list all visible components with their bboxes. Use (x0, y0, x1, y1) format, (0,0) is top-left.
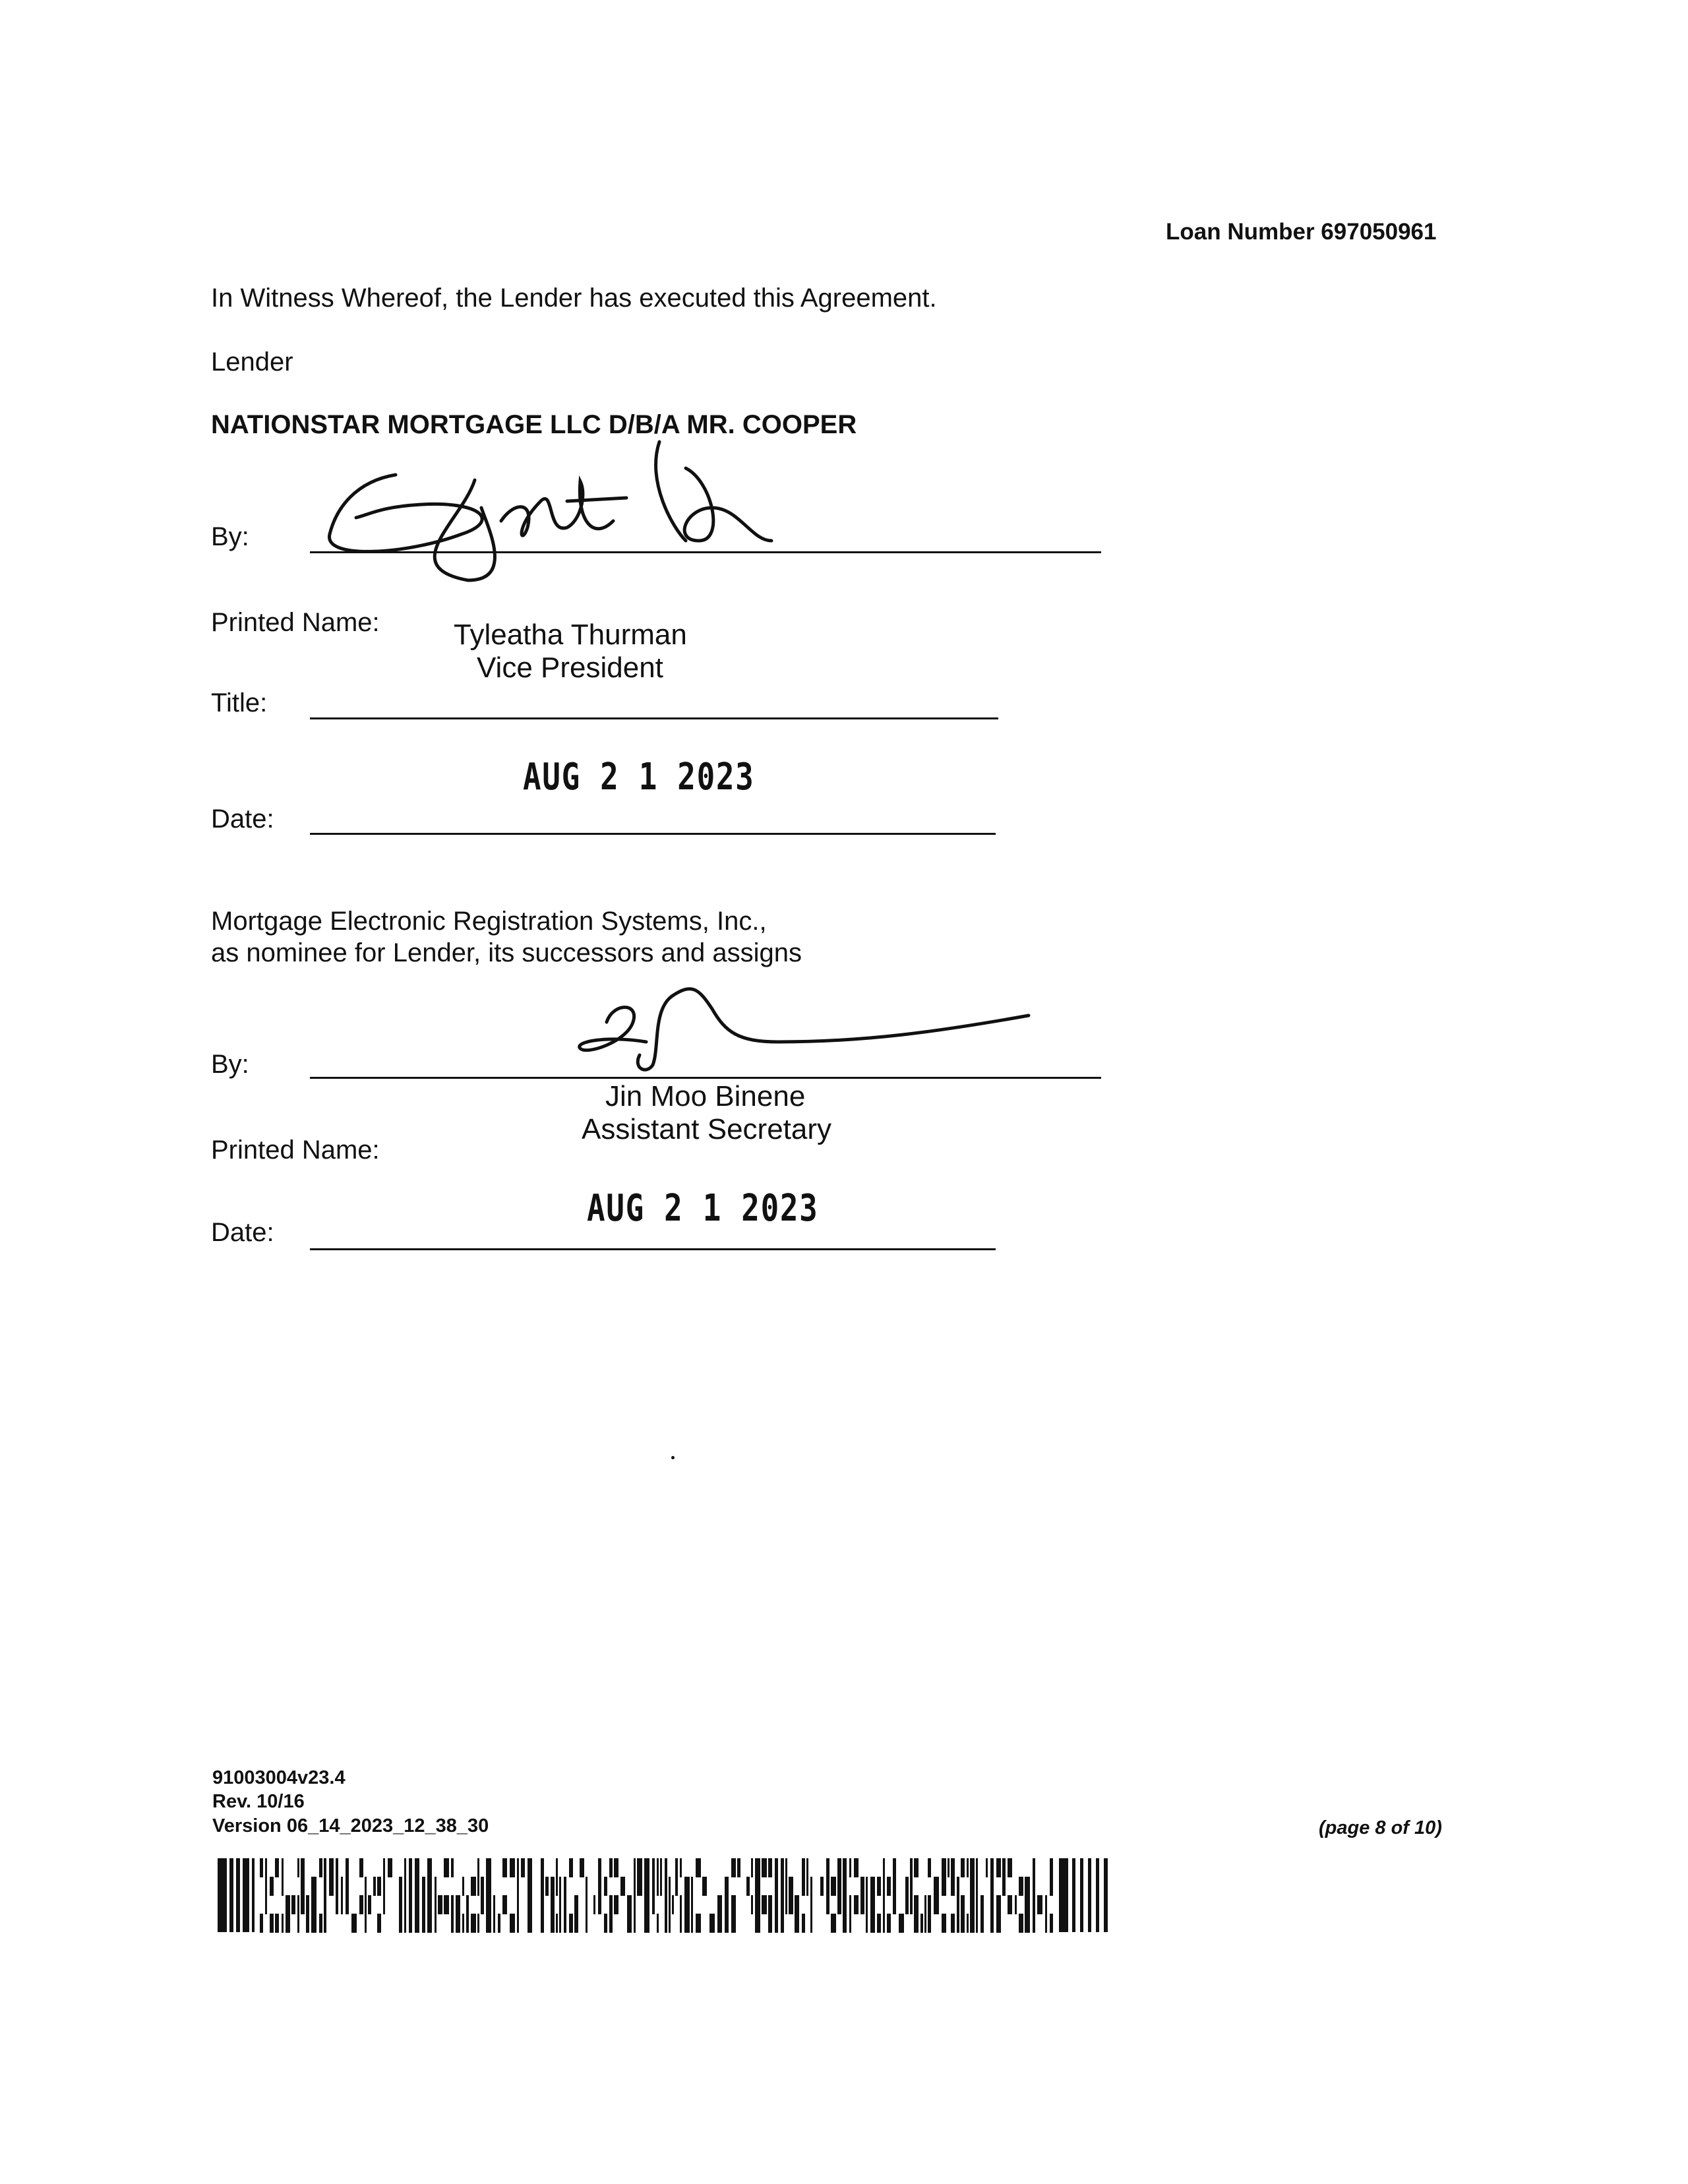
date-label-1: Date: (211, 804, 274, 834)
printed-name-label-2: Printed Name: (211, 1136, 380, 1165)
barcode (218, 1858, 1114, 1932)
by-label-2: By: (211, 1050, 249, 1079)
date-stamp-2: AUG 2 1 2023 (587, 1187, 819, 1230)
printed-name-label-1: Printed Name: (211, 608, 380, 637)
form-id: 91003004v23.4 (212, 1767, 346, 1788)
revision: Rev. 10/16 (212, 1791, 305, 1812)
date-label-2: Date: (211, 1218, 274, 1247)
stray-dot (671, 1456, 675, 1459)
date-line-1 (310, 833, 996, 835)
loan-number: Loan Number 697050961 (1166, 219, 1437, 245)
title-label-1: Title: (211, 688, 268, 717)
date-line-2 (310, 1248, 996, 1250)
mers-entity-line2: as nominee for Lender, its successors and assigns (211, 938, 802, 967)
date-stamp-1: AUG 2 1 2023 (523, 756, 755, 799)
title-line-1 (310, 717, 998, 719)
page-indicator: (page 8 of 10) (1319, 1817, 1442, 1838)
signature-2 (567, 969, 1042, 1081)
printed-name-2: Jin Moo Binene (605, 1080, 806, 1112)
by-label-1: By: (211, 522, 249, 551)
printed-title-1: Vice President (477, 652, 663, 684)
mers-entity-line1: Mortgage Electronic Registration Systems, Inc., (211, 907, 767, 936)
printed-name-1: Tyleatha Thurman (454, 619, 687, 651)
lender-name: NATIONSTAR MORTGAGE LLC D/B/A MR. COOPER (211, 410, 857, 439)
version: Version 06_14_2023_12_38_30 (212, 1815, 489, 1836)
printed-title-2: Assistant Secretary (582, 1113, 832, 1145)
signature-1 (316, 429, 818, 593)
witness-statement: In Witness Whereof, the Lender has executed this Agreement. (211, 284, 937, 313)
lender-label: Lender (211, 348, 293, 377)
